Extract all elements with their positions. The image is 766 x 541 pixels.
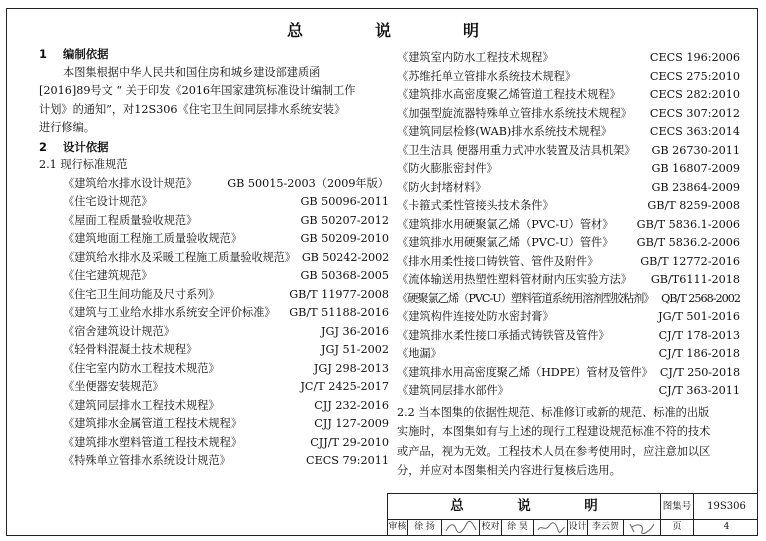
standard-name: 《流体输送用热塑性塑料管材耐内压实验方法》 [397, 273, 632, 286]
standard-name: 《轻骨料混凝土技术规程》 [63, 343, 198, 356]
standard-code: CJJ 232-2016 [314, 398, 389, 412]
section-1-line: 计划》的通知”，对12S306《住宅卫生间同层排水系统安装》 [39, 102, 346, 116]
standard-code: CECS 307:2012 [649, 106, 740, 120]
note-line: 或产品，视为无效。工程技术人员在参考使用时，应注意加以区 [397, 444, 711, 458]
standard-row [39, 193, 389, 212]
section-2-title: 设计依据 [63, 139, 109, 154]
standard-row [397, 308, 740, 327]
standard-name: 《特殊单立管排水系统设计规范》 [63, 454, 231, 467]
page-number: 4 [723, 522, 730, 532]
standard-row [397, 216, 740, 235]
standard-name: 《卫生洁具 便器用重力式冲水装置及洁具机架》 [397, 143, 636, 157]
title-block-name: 总 说 明 [388, 494, 661, 519]
standard-code: GB/T6111-2018 [650, 273, 740, 286]
standard-row [39, 434, 389, 453]
standard-row [39, 378, 389, 397]
standard-row [397, 179, 740, 198]
standard-code: CECS 79:2011 [306, 454, 389, 467]
standard-code: GB 26730-2011 [651, 143, 740, 157]
standard-name: 《住宅室内防水工程技术规范》 [63, 361, 220, 375]
standard-row [397, 105, 740, 124]
standard-name: 《加强型旋流器特殊单立管排水系统技术规程》 [397, 106, 632, 120]
page-title: 总 说 明 [286, 21, 507, 40]
standard-row [397, 68, 740, 87]
standard-code: GB 23864-2009 [651, 180, 740, 194]
designer-signature-mark [624, 520, 661, 535]
note-line: 分，并应对本图集相关内容进行复核后选用。 [397, 464, 621, 477]
standard-name: 《建筑排水用硬聚氯乙烯（PVC-U）管材》 [397, 217, 614, 231]
reviewer-signature [442, 520, 480, 536]
standard-name: 《屋面工程质量验收规范》 [63, 213, 198, 227]
standard-row [39, 452, 389, 471]
standard-code: GB/T 5836.2-2006 [636, 236, 740, 249]
standard-row [397, 327, 740, 346]
checker-name: 徐 昊 [502, 520, 534, 536]
reviewer-signature-mark [442, 520, 480, 535]
designer-signature [624, 520, 661, 536]
standard-row [39, 323, 389, 342]
reviewer-name: 徐 扬 [408, 520, 442, 536]
standard-code: GB/T 5836.1-2006 [636, 217, 740, 231]
section-1-number: 1 [39, 47, 47, 61]
standard-code: JGJ 36-2016 [321, 324, 389, 338]
standard-code: CECS 282:2010 [649, 88, 740, 101]
standard-name: 《建筑与工业给水排水系统安全评价标准》 [63, 306, 276, 319]
standard-row [397, 160, 740, 179]
standard-row [397, 49, 740, 68]
standard-name: 《宿舍建筑设计规范》 [63, 324, 175, 338]
checker-signature-mark [534, 520, 568, 535]
standard-code: JGJ 298-2013 [313, 361, 389, 375]
section-1-line: [2016]89号文 “ 关于印发《2016年国家建筑标准设计编制工作 [39, 84, 356, 97]
standard-code: GB 50209-2010 [300, 232, 389, 245]
standard-name: 《住宅建筑规范》 [63, 269, 153, 282]
standard-name: 《建筑同层检修(WAB)排水系统技术规程》 [397, 125, 612, 138]
standard-row [397, 382, 740, 401]
standard-name: 《坐便器安装规范》 [63, 380, 164, 393]
standard-name: 《建筑给水排水及采暖工程施工质量验收规范》 [63, 250, 296, 264]
note-line: 实施时，本图集如有与上述的现行工程建设规范标准不符的技术 [397, 425, 711, 438]
standard-code: QB/T 2568-2002 [661, 291, 740, 305]
standard-code: GB 50368-2005 [300, 269, 389, 282]
left-standards-list [39, 175, 389, 471]
section-2-heading [39, 138, 389, 157]
standard-code: CJ/T 178-2013 [658, 328, 740, 342]
section-1-line: 本图集根据中华人民共和国住房和城乡建设部建质函 [63, 65, 321, 79]
section-1-title: 编制依据 [63, 47, 109, 61]
standard-row [397, 253, 740, 272]
designer-name: 李云贺 [588, 520, 624, 536]
standard-code: GB/T 11977-2008 [289, 287, 389, 301]
standard-code: CECS 363:2014 [649, 125, 740, 138]
title-block-row-bottom [388, 520, 758, 536]
section-1-line: 进行修编。 [39, 121, 95, 134]
right-standards-list [397, 49, 740, 401]
atlas-number-label: 图集号 [661, 494, 694, 519]
checker-signature [534, 520, 568, 536]
standard-name: 《苏维托单立管排水系统技术规程》 [397, 69, 577, 83]
standard-name: 《地漏》 [397, 347, 442, 360]
standard-row [397, 123, 740, 142]
standard-row [39, 267, 389, 286]
standard-name: 《防火膨胀密封件》 [397, 162, 498, 175]
check-label: 校对 [480, 520, 502, 536]
standard-row [397, 364, 740, 383]
standard-name: 《建筑构件连接处防水密封膏》 [397, 310, 554, 323]
standard-code: GB/T 8259-2008 [647, 199, 740, 212]
review-label: 审核 [388, 520, 408, 536]
section-1-heading [39, 45, 389, 64]
note-2-2 [397, 403, 740, 481]
atlas-number: 19S306 [707, 501, 746, 512]
standard-code: CJJ/T 29-2010 [310, 435, 389, 449]
standard-name: 《防火封堵材料》 [397, 180, 487, 194]
standard-code: GB 50096-2011 [300, 195, 389, 208]
note-line: 2.2 当本图集的依据性规范、标准修订或新的规范、标准的出版 [397, 405, 710, 419]
standard-name: 《建筑地面工程施工质量验收规范》 [63, 232, 243, 245]
standard-row [39, 360, 389, 379]
standard-row [397, 86, 740, 105]
standard-name: 《建筑排水高密度聚乙烯管道工程技术规程》 [397, 88, 621, 101]
standard-code: JC/T 2425-2017 [300, 380, 389, 393]
standard-row [39, 415, 389, 434]
standard-name: 《建筑给水排水设计规范》 [63, 176, 198, 190]
standard-code: CJ/T 363-2011 [658, 384, 740, 397]
standard-name: 《卡箍式柔性管接头技术条件》 [397, 199, 554, 212]
standard-name: 《硬聚氯乙烯（PVC-U）塑料管道系统用溶剂型胶粘剂》 [397, 291, 654, 305]
standard-row [397, 290, 740, 309]
standard-code: CJ/T 186-2018 [658, 347, 740, 360]
standard-row [39, 397, 389, 416]
standard-code: GB/T 12772-2016 [640, 254, 740, 268]
standard-code: GB 50242-2002 [301, 250, 390, 264]
standard-name: 《建筑排水金属管道工程技术规程》 [63, 417, 243, 430]
standard-code: GB 16807-2009 [651, 162, 740, 175]
standard-name: 《建筑同层排水工程技术规程》 [63, 398, 220, 412]
standard-row [39, 212, 389, 231]
standard-row [39, 249, 389, 268]
standard-name: 《排水用柔性接口铸铁管、管件及附件》 [397, 254, 599, 268]
standard-row [397, 345, 740, 364]
standard-name: 《住宅卫生间功能及尺寸系列》 [63, 287, 220, 301]
left-column [39, 45, 389, 471]
standard-code: CECS 196:2006 [649, 51, 740, 64]
standard-row [397, 197, 740, 216]
title-block [387, 493, 758, 536]
standard-code: CECS 275:2010 [649, 69, 740, 83]
subsection-2-1-title: 2.1 现行标准规范 [39, 158, 128, 171]
standard-code: CJ/T 250-2018 [659, 365, 740, 379]
standard-name: 《建筑排水塑料管道工程技术规程》 [63, 435, 243, 449]
design-label: 设计 [568, 520, 588, 536]
section-2-number: 2 [39, 139, 47, 154]
right-column [397, 49, 740, 481]
standard-name: 《建筑室内防水工程技术规程》 [397, 51, 554, 64]
standard-row [397, 234, 740, 253]
standard-name: 《建筑排水柔性接口承插式铸铁管及管件》 [397, 328, 610, 342]
standard-name: 《建筑排水用硬聚氯乙烯（PVC-U）管件》 [397, 236, 614, 249]
standard-row [397, 142, 740, 161]
standard-code: GB 50207-2012 [300, 213, 389, 227]
standard-code: CJJ 127-2009 [314, 417, 389, 430]
standard-code: GB/T 51188-2016 [289, 306, 389, 319]
standard-code: JG/T 501-2016 [658, 310, 740, 323]
standard-row [39, 175, 389, 194]
standard-code: JGJ 51-2002 [321, 343, 389, 356]
standard-row [397, 271, 740, 290]
standard-name: 《建筑排水用高密度聚乙烯（HDPE）管材及管件》 [397, 365, 653, 379]
standard-code: GB 50015-2003（2009年版） [227, 176, 389, 190]
standard-name: 《建筑同层排水部件》 [397, 384, 509, 397]
title-block-row-top [388, 494, 758, 520]
standard-name: 《住宅设计规范》 [63, 195, 153, 208]
standard-row [39, 286, 389, 305]
standard-row [39, 304, 389, 323]
page-label: 页 [661, 520, 694, 536]
standard-row [39, 230, 389, 249]
standard-row [39, 341, 389, 360]
